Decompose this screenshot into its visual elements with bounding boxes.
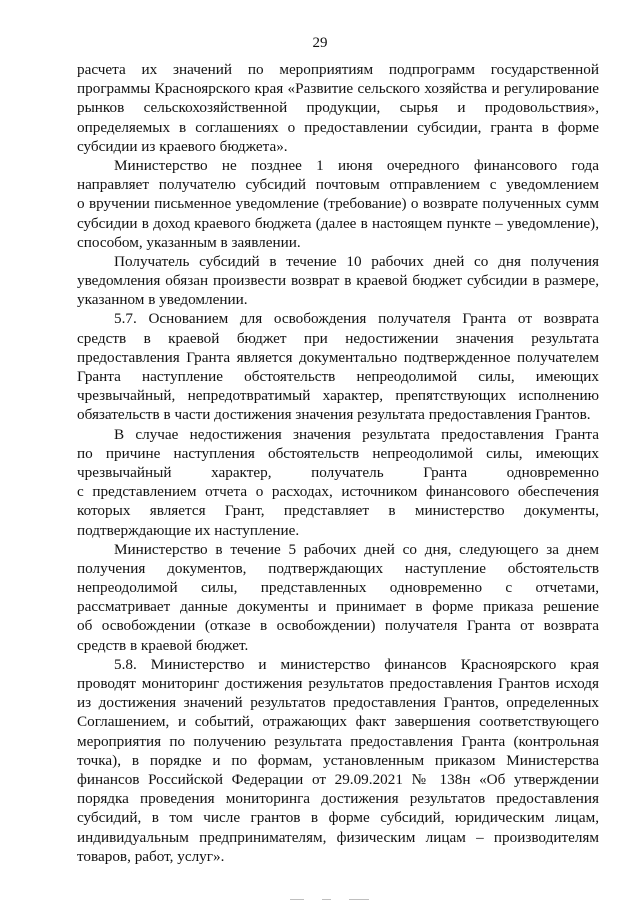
text-line: чрезвычайный характер, получатель Гранта одновременно [77, 463, 599, 481]
text-line: способом, указанным в заявлении. [77, 233, 301, 251]
text-line: товаров, работ, услуг». [77, 847, 225, 865]
text-line: средств в краевой бюджет при недостижении значения результата [77, 329, 599, 347]
text-line: уведомления обязан произвести возврат в краевой бюджет субсидии в размере, [77, 272, 599, 290]
text-line: рынков сельскохозяйственной продукции, сырья и продовольствия», [77, 99, 599, 117]
text-line: порядка проведения мониторинга достижения результатов предоставления [77, 790, 599, 808]
text-line: Получатель субсидий в течение 10 рабочих дней со дня получения [114, 252, 599, 270]
text-line: мероприятия по получению результата предоставления Гранта (контрольная [77, 732, 599, 750]
text-line: субсидии из краевого бюджета». [77, 137, 288, 155]
text-line: Соглашением, и событий, отражающих факт завершения соответствующего [77, 713, 599, 731]
text-line: направляет получателю субсидий почтовым отправлением с уведомлением [77, 176, 599, 194]
text-line: определяемых в соглашениях о предоставлении субсидии, гранта в форме [77, 118, 599, 136]
text-line: Министерство в течение 5 рабочих дней со дня, следующего за днем [114, 540, 599, 558]
text-line: с представлением отчета о расходах, источником финансового обеспечения [77, 483, 599, 501]
text-line: В случае недостижения значения результата предоставления Гранта [114, 425, 599, 443]
text-line: расчета их значений по мероприятиям подпрограмм государственной [77, 61, 599, 78]
text-line: чрезвычайный, непредотвратимый характер, препятствующих исполнению [77, 387, 599, 405]
scan-edge-marks [0, 894, 640, 905]
text-line: 5.7. Основанием для освобождения получателя Гранта от возврата [114, 310, 599, 328]
text-line: субсидий, в том числе грантов в форме субсидий, юридическим лицам, [77, 809, 599, 827]
text-line: получения документов, подтверждающих наступление обстоятельств [77, 559, 599, 577]
text-line: программы Красноярского края «Развитие сельского хозяйства и регулирование [77, 80, 599, 98]
body-text [77, 60, 599, 866]
text-line: точка), в порядке и по формам, установленным приказом Министерства [77, 751, 599, 769]
text-line: средств в краевой бюджет. [77, 636, 249, 654]
text-line: указанном в уведомлении. [77, 291, 248, 309]
text-line: по причине наступления обстоятельств непреодолимой силы, имеющих [77, 444, 599, 462]
text-line: подтверждающие их наступление. [77, 521, 300, 539]
text-line: 5.8. Министерство и министерство финансов Красноярского края [114, 655, 599, 673]
text-line: Гранта наступление обстоятельств непреодолимой силы, имеющих [77, 368, 599, 385]
text-line: субсидии в доход краевого бюджета (далее в настоящем пункте – уведомление), [77, 214, 599, 232]
text-line: финансов Российской Федерации от 29.09.2021 № 138н «Об утверждении [77, 770, 599, 788]
text-line: проводят мониторинг достижения результатов предоставления Грантов исходя [77, 675, 599, 692]
page-number: 29 [312, 35, 328, 51]
text-line: Министерство не позднее 1 июня очередного финансового года [114, 156, 599, 174]
text-line: из достижения значений результатов предоставления Грантов, определенных [77, 694, 599, 712]
text-line: индивидуальным предпринимателям, физическим лицам – производителям [77, 828, 599, 846]
text-line: рассматривает данные документы и принимает в форме приказа решение [77, 598, 599, 616]
text-line: которых является Грант, представляет в министерство документы, [77, 502, 599, 520]
text-line: предоставления Гранта является документально подтвержденное получателем [77, 348, 599, 366]
text-line: об освобождении (отказе в освобождении) получателя Гранта от возврата [77, 617, 599, 635]
text-line: непреодолимой силы, представленных одновременно с отчетами, [77, 579, 599, 597]
text-line: о вручении письменное уведомление (требование) о возврате полученных сумм [77, 195, 599, 213]
text-line: обязательств в части достижения значения результата предоставления Грантов. [77, 406, 591, 424]
